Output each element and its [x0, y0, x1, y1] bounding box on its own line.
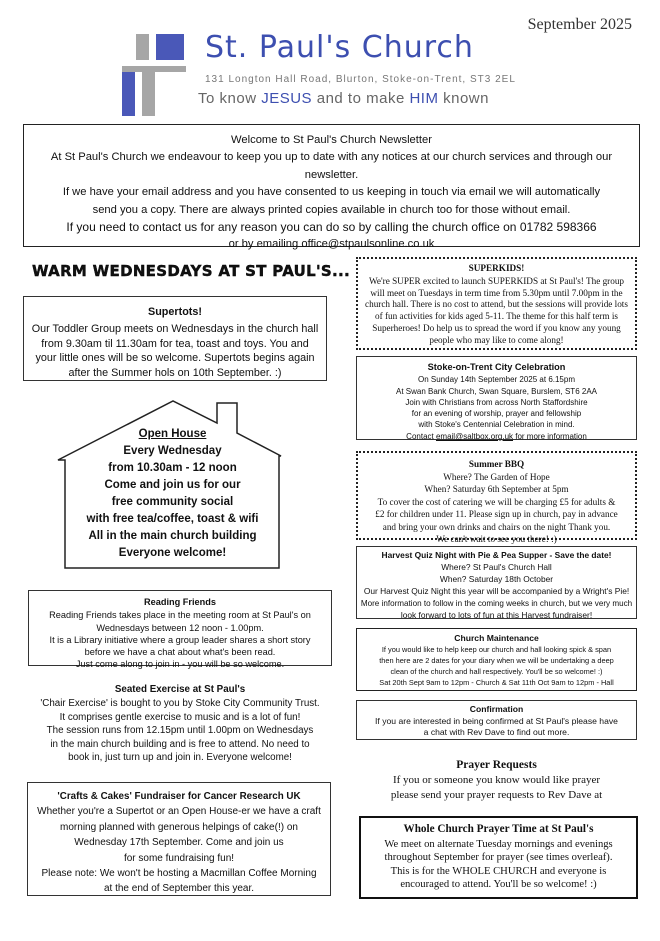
- church-logo: [118, 30, 188, 118]
- city-celebration-line-2: At Swan Bank Church, Swan Square, Burslem, ST6 2AA: [396, 386, 597, 396]
- prayer-time-box: [359, 816, 638, 899]
- harvest-quiz-line-3: Our Harvest Quiz Night this year will be accompanied by a Wright's Pie!: [363, 585, 630, 596]
- seated-exercise-section: [25, 683, 335, 764]
- church-name: St. Paul's Church: [205, 30, 474, 65]
- harvest-quiz-line-1: Where? St Paul's Church Hall: [441, 561, 552, 572]
- harvest-quiz-line-5: look forward to lots of fun at this Harvest fundraiser!: [400, 609, 593, 620]
- welcome-line-4: If you need to contact us for any reason you can do so by calling the church office on 01782 598366: [66, 220, 597, 235]
- logo-shape-blue: [156, 34, 184, 60]
- maintenance-box: [356, 628, 637, 691]
- prayer-requests-line-1: If you or someone you know would like prayer: [392, 774, 601, 786]
- prayer-requests-section: [356, 758, 637, 803]
- crafts-line-4: for some fundraising fun!: [123, 852, 235, 864]
- open-house-line-6: All in the main church building: [88, 530, 257, 542]
- summer-bbq-line-4: £2 for children under 11. Please sign up in church, pay in advance: [375, 509, 618, 519]
- logo-bar-left: [122, 66, 135, 116]
- seated-exercise-line-5: book in, just turn up and join in. Everyone welcome!: [68, 752, 292, 764]
- prayer-requests-title: Prayer Requests: [456, 759, 537, 771]
- maintenance-title: Church Maintenance: [454, 633, 539, 643]
- open-house-line-3: Come and join us for our: [104, 479, 241, 491]
- harvest-quiz-line-4: More information to follow in the coming weeks in church, but we very much: [360, 598, 633, 608]
- reading-friends-line-3: It is a Library initiative where a group leader shares a short story: [49, 634, 311, 645]
- reading-friends-title: Reading Friends: [144, 597, 216, 607]
- reading-friends-line-1: Reading Friends takes place in the meeting room at St Paul's on: [49, 610, 311, 621]
- reading-friends-line-4: before we have a chat about what's been read.: [84, 647, 276, 658]
- open-house-line-1: Every Wednesday: [123, 445, 222, 457]
- city-celebration-line-3: Join with Christians from across North Staffordshire: [405, 397, 588, 407]
- supertots-body: Our Toddler Group meets on Wednesdays in the church hall from 9.30am til 11.30am for tea, toast and toys. You and your little ones will be so welcome. Supertots begins again after the Summer hols on 10th September. :): [31, 322, 319, 380]
- logo-bar-top: [136, 34, 149, 60]
- date-label: September 2025: [527, 16, 632, 33]
- city-celebration-box: [356, 356, 637, 440]
- maintenance-line-1: If you would like to help keep our church and hall looking spick & span: [381, 645, 612, 655]
- logo-bar-wide: [122, 66, 186, 72]
- superkids-body: We're SUPER excited to launch SUPERKIDS at St Paul's! The group will meet on Tuesdays in term time from 5.30pm until 7.00pm in the church hall. There is no cost to attend, but the sessions will provide lots of fun activities for kids aged 5-11. The theme for this half term is Superheroes! Do help us to spread the word if you know any young people who may like to come along!: [365, 275, 628, 345]
- seated-exercise-line-2: It comprises gentle exercise to music and is a lot of fun!: [59, 711, 301, 723]
- confirmation-line-2: a chat with Rev Dave to find out more.: [423, 727, 570, 738]
- summer-bbq-box: [356, 451, 637, 544]
- welcome-line-1: At St Paul's Church we endeavour to keep you up to date with any notices at our church services and through our newsletter.: [50, 151, 613, 181]
- summer-bbq-line-6: We can't wait to see you there! :): [436, 534, 557, 544]
- prayer-time-line-4: encouraged to attend. You'll be so welcome! :): [400, 879, 597, 891]
- seated-exercise-line-4: in the main church building and is free to attend. No need to: [50, 738, 310, 750]
- crafts-line-3: Wednesday 17th September. Come and join us: [74, 837, 284, 849]
- city-celebration-line-5: with Stoke's Centennial Celebration in mind.: [418, 420, 575, 430]
- city-celebration-title: Stoke-on-Trent City Celebration: [427, 362, 566, 372]
- maintenance-line-4: Sat 20th Sept 9am to 12pm - Church & Sat 11th Oct 9am to 12pm - Hall: [379, 678, 614, 688]
- crafts-line-2: morning planned with generous helpings of cake(!) on: [60, 821, 298, 833]
- logo-bar-mid: [142, 66, 155, 116]
- confirmation-box: [356, 700, 637, 740]
- crafts-line-6: at the end of September this year.: [103, 883, 255, 895]
- reading-friends-line-5: Just come along to join in - you will be so welcome.: [75, 659, 285, 670]
- welcome-title: Welcome to St Paul's Church Newsletter: [231, 134, 432, 146]
- prayer-time-line-2: throughout September for prayer (see times overleaf).: [384, 852, 613, 864]
- maintenance-line-3: clean of the church and hall respectively. You'll be so welcome! :): [390, 667, 603, 677]
- harvest-quiz-title: Harvest Quiz Night with Pie & Pea Supper - Save the date!: [381, 550, 612, 560]
- prayer-time-title: Whole Church Prayer Time at St Paul's: [403, 823, 594, 835]
- harvest-quiz-box: [356, 546, 637, 619]
- city-celebration-line-1: On Sunday 14th September 2025 at 6.15pm: [418, 375, 575, 385]
- open-house-line-2: from 10.30am - 12 noon: [108, 462, 237, 474]
- city-celebration-line-4: for an evening of worship, prayer and fellowship: [411, 409, 582, 419]
- tagline: To know JESUS and to make HIM known: [198, 90, 489, 107]
- summer-bbq-line-1: Where? The Garden of Hope: [443, 471, 550, 482]
- warm-wednesdays-heading: WARM WEDNESDAYS AT ST PAUL'S...: [32, 262, 350, 280]
- open-house-title: Open House: [138, 428, 207, 440]
- seated-exercise-line-1: 'Chair Exercise' is bought to you by Stoke City Community Trust.: [40, 698, 320, 710]
- reading-friends-box: [28, 590, 332, 670]
- welcome-line-5: or by emailing office@stpaulsonline.co.uk: [228, 238, 435, 251]
- maintenance-line-2: then here are 2 dates for your diary when we will be undertaking a deep: [379, 656, 614, 666]
- crafts-line-5: Please note: We won't be hosting a Macmillan Coffee Morning: [41, 868, 317, 880]
- crafts-box: [27, 782, 331, 896]
- summer-bbq-title: Summer BBQ: [468, 459, 525, 469]
- welcome-box: [23, 124, 640, 251]
- reading-friends-line-2: Wednesdays between 12 noon - 1.00pm.: [96, 622, 264, 633]
- supertots-title: Supertots!: [148, 306, 202, 318]
- open-house-content: [70, 426, 275, 562]
- city-celebration-contact: Contact email@saltbox.org.uk for more information: [406, 431, 587, 441]
- superkids-title: SUPERKIDS!: [468, 263, 525, 273]
- confirmation-line-1: If you are interested in being confirmed at St Paul's please have: [375, 715, 618, 726]
- summer-bbq-line-5: and bring your own drinks and chairs on the night Thank you.: [382, 521, 611, 532]
- supertots-box: [23, 296, 327, 381]
- church-address: 131 Longton Hall Road, Blurton, Stoke-on-Trent, ST3 2EL: [205, 74, 516, 85]
- seated-exercise-title: Seated Exercise at St Paul's: [114, 684, 246, 695]
- open-house-line-4: free community social: [111, 496, 234, 508]
- confirmation-title: Confirmation: [469, 704, 524, 714]
- welcome-line-2: If we have your email address and you have consented to us keeping in touch via email we will automatically: [62, 186, 601, 199]
- saltbox-email-link[interactable]: email@saltbox.org.uk: [435, 431, 514, 441]
- prayer-time-line-1: We meet on alternate Tuesday mornings and evenings: [384, 838, 613, 850]
- harvest-quiz-line-2: When? Saturday 18th October: [439, 573, 554, 584]
- superkids-box: [356, 257, 637, 350]
- prayer-requests-line-2: please send your prayer requests to Rev Dave at: [390, 789, 603, 801]
- welcome-line-3: send you a copy. There are always printed copies available in church too for those without email.: [92, 203, 571, 216]
- summer-bbq-line-2: When? Saturday 6th September at 5pm: [424, 484, 569, 494]
- prayer-time-line-3: This is for the WHOLE CHURCH and everyone is: [390, 865, 607, 877]
- open-house-line-5: with free tea/coffee, toast & wifi: [86, 513, 259, 525]
- summer-bbq-line-3: To cover the cost of catering we will be charging £5 for adults &: [377, 496, 616, 507]
- crafts-title: 'Crafts & Cakes' Fundraiser for Cancer Research UK: [57, 791, 301, 802]
- crafts-line-1: Whether you're a Supertot or an Open House-er we have a craft: [37, 806, 321, 818]
- open-house-line-7: Everyone welcome!: [118, 547, 227, 559]
- seated-exercise-line-3: The session runs from 12.15pm until 1.00pm on Wednesdays: [46, 725, 314, 737]
